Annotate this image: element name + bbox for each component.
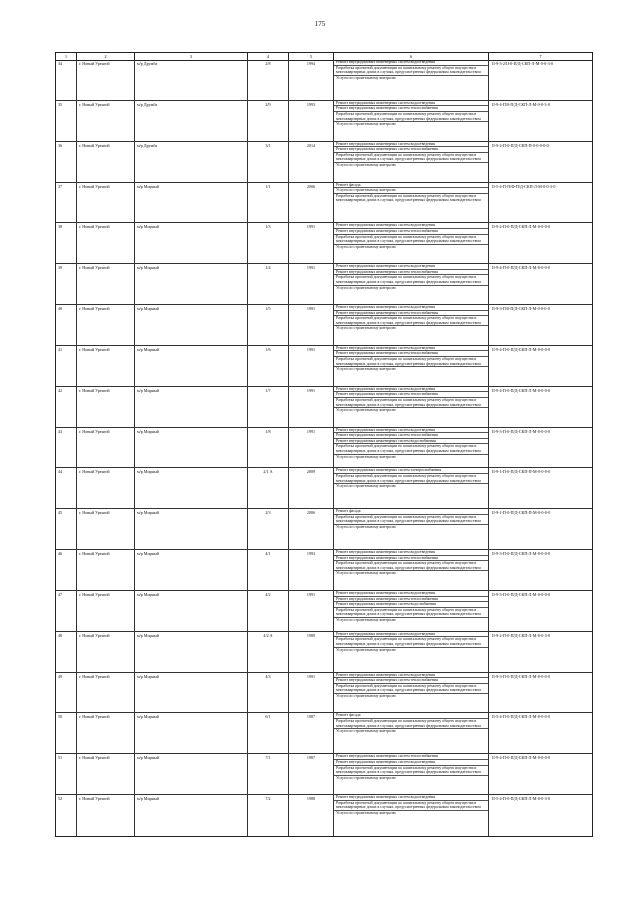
work-item: Ремонт внутридомовых инженерных систем водоотведения — [334, 795, 488, 801]
district-cell: м/р Мирный — [135, 713, 248, 753]
work-item: Услуги по строительному контролю — [336, 617, 396, 622]
table-row — [56, 468, 592, 509]
work-item: Ремонт фасада — [334, 183, 488, 189]
year-cell: 2006 — [289, 509, 334, 549]
city-cell: г. Новый Уренгой — [77, 346, 135, 386]
code-cell: II-9-1-П-0-П/Д-СКП-П-М-0-0-0-0 — [492, 469, 551, 475]
row-number-cell: 37 — [56, 183, 77, 223]
works-cell — [334, 264, 489, 304]
row-number-cell: 38 — [56, 223, 77, 263]
work-item: Ремонт внутридомовых инженерных систем теплоснабжения — [334, 351, 488, 357]
city-cell: г. Новый Уренгой — [77, 60, 135, 100]
work-item: Ремонт внутридомовых инженерных систем водоотведения — [334, 101, 488, 107]
work-item: Услуги по строительному контролю — [336, 571, 396, 576]
year-cell: 2006 — [289, 183, 334, 223]
work-item: Ремонт внутридомовых инженерных систем водоотведения — [334, 60, 488, 66]
work-item: Услуги по строительному контролю — [336, 810, 396, 815]
works-cell — [334, 795, 489, 836]
works-cell — [334, 673, 489, 713]
table-row — [56, 428, 592, 469]
code-cell: II-9-3-2/II-0-П/Д-СКП-Л-М-0-0-3-0 — [492, 61, 554, 66]
works-cell — [334, 223, 489, 263]
row-number-cell: 52 — [56, 795, 77, 836]
works-cell — [334, 632, 489, 672]
works-cell — [334, 142, 489, 182]
work-item: Услуги по строительному контролю — [336, 525, 396, 530]
header-cell-7: 7 — [539, 54, 542, 59]
table-row — [56, 183, 592, 224]
code-cell: II-9-1-П-0-П/Д-СКП-П-М-0-0-0-0 — [492, 510, 551, 516]
work-item: Услуги по строительному контролю — [336, 647, 396, 652]
year-cell: 1987 — [289, 754, 334, 794]
house-number-cell: 2/1 А — [248, 468, 289, 508]
row-number-cell: 40 — [56, 305, 77, 345]
work-item: Ремонт фасада — [334, 713, 488, 719]
code-cell: II-9-3-П-0-П/Д-СКП-Л-М-0-0-0-0 — [492, 673, 551, 679]
work-item: Ремонт внутридомовых инженерных систем теплоснабжения — [334, 270, 488, 276]
work-item: Ремонт внутридомовых инженерных систем теплоснабжения — [334, 392, 488, 398]
year-cell: 2009 — [289, 468, 334, 508]
work-item: Услуги по строительному контролю — [336, 163, 396, 168]
work-item: Ремонт внутридомовых инженерных систем теплоснабжения — [334, 106, 488, 112]
table-row — [56, 346, 592, 387]
code-cell: II-9-3-П-0-П/Д-СКП-Л-М-0-0-0-0 — [492, 591, 551, 597]
row-number-cell: 35 — [56, 101, 77, 141]
year-cell: 1993 — [289, 550, 334, 590]
table-row — [56, 673, 592, 714]
table-row — [56, 632, 592, 673]
works-cell — [334, 60, 489, 100]
works-cell — [334, 305, 489, 345]
row-number-cell: 50 — [56, 713, 77, 753]
district-cell: м/р Дружба — [135, 60, 248, 100]
city-cell: г. Новый Уренгой — [77, 632, 135, 672]
code-cell: II-9-2-П-0-П/Д-СКП-Л-М-0-0-3-0 — [492, 632, 551, 638]
works-cell — [334, 346, 489, 386]
work-item: Услуги по строительному контролю — [336, 484, 396, 489]
district-cell: м/р Мирный — [135, 305, 248, 345]
table-row — [56, 142, 592, 183]
works-cell — [334, 183, 489, 223]
house-number-cell: 1/8 — [248, 428, 289, 468]
work-item: Услуги по строительному контролю — [336, 326, 396, 331]
city-cell: г. Новый Уренгой — [77, 468, 135, 508]
work-item: Разработка проектной документации по капитальному ремонту общего имущества в многоквартирных домах в случаях, предусмотренных федеральным законодательством — [334, 357, 488, 367]
house-number-cell: 1/6 — [248, 346, 289, 386]
work-item: Ремонт внутридомовых инженерных систем водоотведения — [334, 387, 488, 393]
work-item: Услуги по строительному контролю — [336, 122, 396, 127]
code-cell: II-9-4-П-0-П/Д-СКП-Л-М-0-0-0-0 — [492, 387, 551, 393]
work-item: Разработка проектной документации по капитальному ремонту общего имущества в многоквартирных домах в случаях, предусмотренных федеральным законодательством — [334, 316, 488, 326]
work-item: Ремонт внутридомовых инженерных систем водоотведения — [334, 550, 488, 556]
work-item: Услуги по строительному контролю — [336, 75, 396, 80]
house-number-cell: 1/7 — [248, 387, 289, 427]
district-cell: м/р Мирный — [135, 632, 248, 672]
district-cell: м/р Мирный — [135, 673, 248, 713]
works-cell — [334, 468, 489, 508]
work-item: Ремонт внутридомовых инженерных систем водоотведения — [334, 632, 488, 638]
row-number-cell: 42 — [56, 387, 77, 427]
city-cell: г. Новый Уренгой — [77, 795, 135, 836]
work-item: Ремонт внутридомовых инженерных систем теплоснабжения — [334, 597, 488, 603]
house-number-cell: 4/3 — [248, 673, 289, 713]
house-number-cell: 2/8 — [248, 60, 289, 100]
district-cell: м/р Мирный — [135, 509, 248, 549]
district-cell: м/р Дружба — [135, 101, 248, 141]
row-number-cell: 45 — [56, 509, 77, 549]
house-number-cell: 1/3 — [248, 223, 289, 263]
work-item: Разработка проектной документации по капитальному ремонту общего имущества в многоквартирных домах в случаях, предусмотренных федеральным законодательством — [334, 608, 488, 618]
table-row — [56, 305, 592, 346]
district-cell: м/р Мирный — [135, 754, 248, 794]
work-item: Разработка проектной документации по капитальному ремонту общего имущества в многоквартирных домах в случаях, предусмотренных федеральным законодательством — [334, 444, 488, 454]
city-cell: г. Новый Уренгой — [77, 183, 135, 223]
district-cell: м/р Дружба — [135, 142, 248, 182]
code-cell: II-5-4-П-П/Ф-П/Д-СКП-Л-М-0-0-3-0 — [492, 183, 556, 189]
work-item: Ремонт внутридомовых инженерных систем водоснабжения — [334, 439, 488, 445]
header-cell-2: 2 — [77, 53, 135, 60]
work-item: Услуги по строительному контролю — [336, 694, 396, 698]
code-cell: II-5-4-П-0-П/Д-СКП-Л-М-0-0-3-0 — [492, 796, 551, 802]
year-cell: 1991 — [289, 264, 334, 304]
year-cell: 1987 — [289, 713, 334, 753]
code-cell: II-9-3-П-0-П/Д-СКП-Л-М-0-0-0-0 — [492, 428, 551, 434]
work-item: Ремонт внутридомовых инженерных систем водоотведения — [334, 673, 488, 679]
work-item: Разработка проектной документации по капитальному ремонту общего имущества в многоквартирных домах в случаях, предусмотренных федеральным законодательством — [334, 515, 488, 525]
works-cell — [334, 591, 489, 631]
code-cell: II-9-4-П-0-П/Д-СКП-Л-М-0-0-0-0 — [492, 346, 551, 352]
work-item: Разработка проектной документации по капитальному ремонту общего имущества в многоквартирных домах в случаях, предусмотренных федеральным законодательством — [334, 153, 488, 163]
district-cell: м/р Мирный — [135, 346, 248, 386]
work-item: Ремонт внутридомовых инженерных систем теплоснабжения — [334, 556, 488, 562]
city-cell: г. Новый Уренгой — [77, 509, 135, 549]
work-item: Разработка проектной документации по капитальному ремонту общего имущества в многоквартирных домах в случаях, предусмотренных федеральным законодательством — [334, 398, 488, 408]
district-cell: м/р Мирный — [135, 264, 248, 304]
house-number-cell: 4/2 А — [248, 632, 289, 672]
work-item: Ремонт внутридомовых инженерных систем теплоснабжения — [334, 433, 488, 439]
work-item: Разработка проектной документации по капитальному ремонту общего имущества в многоквартирных домах в случаях, предусмотренных федеральным законодательством — [334, 684, 488, 694]
house-number-cell: 1/4 — [248, 264, 289, 304]
district-cell: м/р Мирный — [135, 795, 248, 836]
row-number-cell: 41 — [56, 346, 77, 386]
work-item: Ремонт фасада — [334, 509, 488, 515]
table-row — [56, 264, 592, 305]
district-cell: м/р Мирный — [135, 183, 248, 223]
table-row — [56, 60, 592, 101]
row-number-cell: 36 — [56, 142, 77, 182]
year-cell: 1989 — [289, 632, 334, 672]
work-item: Ремонт внутридомовых инженерных систем теплоснабжения — [334, 229, 488, 235]
works-cell — [334, 713, 489, 753]
house-number-cell: 1/1 — [248, 183, 289, 223]
year-cell: 1988 — [289, 795, 334, 836]
header-cell-5: 5 — [289, 53, 334, 60]
year-cell: 1994 — [289, 60, 334, 100]
year-cell: 1991 — [289, 346, 334, 386]
table-row — [56, 591, 592, 632]
header-cell-6: 6 — [334, 53, 489, 60]
work-item: Разработка проектной документации по капитальному ремонту общего имущества в многоквартирных домах в случаях, предусмотренных федеральным законодательством — [334, 637, 488, 647]
year-cell: 1993 — [289, 101, 334, 141]
year-cell: 1991 — [289, 387, 334, 427]
district-cell: м/р Мирный — [135, 428, 248, 468]
header-cell-1: 1 — [56, 53, 77, 60]
table-row — [56, 509, 592, 550]
year-cell: 1991 — [289, 305, 334, 345]
work-item: Ремонт внутридомовых инженерных систем водоснабжения — [334, 602, 488, 608]
code-cell: II-9-2-П-0-П/Д-СКП-П-0-0-0-0-0 — [492, 142, 549, 148]
work-item: Услуги по строительному контролю — [336, 729, 396, 734]
row-number-cell: 47 — [56, 591, 77, 631]
work-item: Ремонт внутридомовых инженерных систем водоотведения — [334, 305, 488, 311]
work-item: Разработка проектной документации по капитальному ремонту общего имущества в многоквартирных домах в случаях, предусмотренных федеральным законодательством — [336, 193, 481, 203]
house-number-cell: 2/9 — [248, 101, 289, 141]
house-number-cell: 4/2 — [248, 591, 289, 631]
year-cell: 1991 — [289, 673, 334, 713]
work-item: Разработка проектной документации по капитальному ремонту общего имущества в многоквартирных домах в случаях, предусмотренных федеральным законодательством — [334, 801, 488, 811]
work-item: Услуги по строительному контролю — [334, 188, 488, 194]
table-row — [56, 754, 592, 795]
header-cell-3: 3 — [135, 53, 248, 60]
work-item: Ремонт внутридомовых инженерных систем электроснабжения — [334, 468, 488, 474]
code-cell: II-9-3-П-0-П/Д-СКП-Л-М-0-0-0-0 — [492, 551, 551, 557]
city-cell: г. Новый Уренгой — [77, 264, 135, 304]
year-cell: 1991 — [289, 591, 334, 631]
city-cell: г. Новый Уренгой — [77, 101, 135, 141]
works-cell — [334, 754, 489, 794]
row-number-cell: 43 — [56, 428, 77, 468]
city-cell: г. Новый Уренгой — [77, 305, 135, 345]
city-cell: г. Новый Уренгой — [77, 223, 135, 263]
house-number-cell: 3/1 — [248, 142, 289, 182]
work-item: Ремонт внутридомовых инженерных систем водоотведения — [334, 346, 488, 352]
work-item: Разработка проектной документации по капитальному ремонту общего имущества в многоквартирных домах в случаях, предусмотренных федеральным законодательством — [334, 474, 488, 484]
house-number-cell: 4/1 — [248, 550, 289, 590]
code-cell: II-5-4-П-0-П/Д-СКП-Л-М-0-0-0-0 — [492, 714, 551, 720]
district-cell: м/р Мирный — [135, 223, 248, 263]
work-item: Ремонт внутридомовых инженерных систем теплоснабжения — [334, 678, 488, 684]
house-number-cell: 1/5 — [248, 305, 289, 345]
work-item: Услуги по строительному контролю — [336, 775, 396, 780]
work-item: Разработка проектной документации по капитальному ремонту общего имущества в многоквартирных домах в случаях, предусмотренных федеральным законодательством — [334, 719, 488, 729]
works-cell — [334, 550, 489, 590]
work-item: Ремонт внутридомовых инженерных систем теплоснабжения — [334, 754, 488, 760]
works-cell — [334, 387, 489, 427]
header-cell-4: 4 — [248, 53, 289, 60]
city-cell: г. Новый Уренгой — [77, 713, 135, 753]
row-number-cell: 51 — [56, 754, 77, 794]
code-cell: II-9-4-П/0-П/Д-СКП-Л-М-0-0-3-0 — [492, 101, 550, 107]
work-item: Ремонт внутридомовых инженерных систем водоотведения — [334, 223, 488, 229]
work-item: Разработка проектной документации по капитальному ремонту общего имущества в многоквартирных домах в случаях, предусмотренных федеральным законодательством — [334, 561, 488, 571]
year-cell: 1991 — [289, 428, 334, 468]
house-number-cell: 7/2 — [248, 795, 289, 836]
city-cell: г. Новый Уренгой — [77, 673, 135, 713]
document-table — [55, 52, 593, 837]
city-cell: г. Новый Уренгой — [77, 591, 135, 631]
city-cell: г. Новый Уренгой — [77, 428, 135, 468]
work-item: Ремонт внутридомовых инженерных систем теплоснабжения — [334, 311, 488, 317]
works-cell — [334, 509, 489, 549]
table-row — [56, 713, 592, 754]
city-cell: г. Новый Уренгой — [77, 550, 135, 590]
work-item: Услуги по строительному контролю — [336, 454, 396, 459]
house-number-cell: 7/1 — [248, 754, 289, 794]
work-item: Ремонт внутридомовых инженерных систем водоотведения — [334, 428, 488, 434]
code-cell: II-9-2-П-0-П/Д-СКП-Л-М-0-0-0-0 — [492, 224, 551, 230]
work-item: Услуги по строительному контролю — [336, 244, 396, 249]
work-item: Разработка проектной документации по капитальному ремонту общего имущества в многоквартирных домах в случаях, предусмотренных федеральным законодательством — [334, 112, 488, 122]
table-row — [56, 101, 592, 142]
work-item: Услуги по строительному контролю — [336, 367, 396, 372]
work-item: Разработка проектной документации по капитальному ремонту общего имущества в многоквартирных домах в случаях, предусмотренных федеральным законодательством — [334, 235, 488, 245]
district-cell: м/р Мирный — [135, 591, 248, 631]
work-item: Разработка проектной документации по капитальному ремонту общего имущества в многоквартирных домах в случаях, предусмотренных федеральным законодательством — [334, 275, 488, 285]
district-cell: м/р Мирный — [135, 468, 248, 508]
work-item: Ремонт внутридомовых инженерных систем водоотведения — [334, 591, 488, 597]
work-item: Ремонт внутридомовых инженерных систем водоотведения — [334, 760, 488, 766]
house-number-cell: 2/3 — [248, 509, 289, 549]
work-item: Ремонт внутридомовых инженерных систем водоотведения — [334, 264, 488, 270]
code-cell: II-9-4-П-0-П/Д-СКП-Л-М-0-0-0-0 — [492, 265, 551, 271]
work-item: Разработка проектной документации по капитальному ремонту общего имущества в многоквартирных домах в случаях, предусмотренных федеральным законодательством — [334, 66, 488, 76]
code-cell: II-9-4-П-0-П/Д-СКП-Л-М-0-0-0-0 — [492, 755, 551, 761]
code-cell: II-9-3-П/0-П/Д-СКП-Л-М-0-0-0-0 — [492, 306, 550, 312]
table-row — [56, 223, 592, 264]
table-body — [56, 60, 592, 836]
table-row — [56, 550, 592, 591]
row-number-cell: 44 — [56, 468, 77, 508]
works-cell — [334, 428, 489, 468]
works-cell — [334, 101, 489, 141]
city-cell: г. Новый Уренгой — [77, 142, 135, 182]
year-cell: 2014 — [289, 142, 334, 182]
table-row — [56, 387, 592, 428]
row-number-cell: 39 — [56, 264, 77, 304]
row-number-cell: 48 — [56, 632, 77, 672]
work-item: Разработка проектной документации по капитальному ремонту общего имущества в многоквартирных домах в случаях, предусмотренных федеральным законодательством — [334, 766, 488, 776]
district-cell: м/р Мирный — [135, 550, 248, 590]
row-number-cell: 34 — [56, 60, 77, 100]
city-cell: г. Новый Уренгой — [77, 387, 135, 427]
city-cell: г. Новый Уренгой — [77, 754, 135, 794]
work-item: Ремонт внутридомовых инженерных систем теплоснабжения — [334, 147, 488, 153]
work-item: Услуги по строительному контролю — [336, 285, 396, 290]
year-cell: 1991 — [289, 223, 334, 263]
page-number: 175 — [314, 20, 326, 28]
table-row — [56, 795, 592, 836]
row-number-cell: 49 — [56, 673, 77, 713]
work-item: Ремонт внутридомовых инженерных систем водоотведения — [334, 142, 488, 148]
work-item: Услуги по строительному контролю — [336, 408, 396, 413]
district-cell: м/р Мирный — [135, 387, 248, 427]
house-number-cell: 6/1 — [248, 713, 289, 753]
row-number-cell: 46 — [56, 550, 77, 590]
